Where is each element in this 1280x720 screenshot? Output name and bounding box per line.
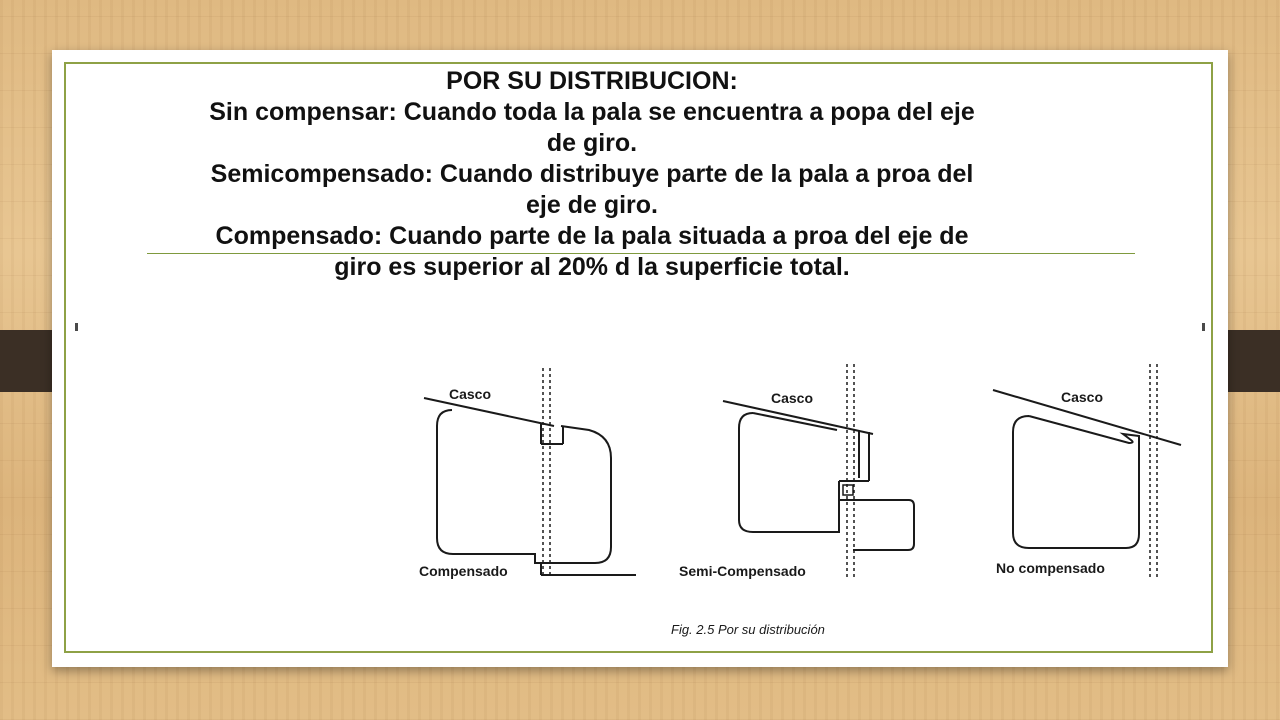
text-line-5: Compensado: Cuando parte de la pala situada a proa del eje de [215, 222, 969, 250]
slide-heading: POR SU DISTRIBUCION: [446, 67, 738, 95]
rudder-diagram [341, 318, 1189, 648]
hull-label-2: Casco [771, 390, 814, 406]
hull-label-1: Casco [449, 386, 492, 402]
frame-pin-right [1202, 323, 1205, 331]
rudder-label-semicompensado: Semi-Compensado [679, 563, 806, 579]
figure-caption: Fig. 2.5 Por su distribución [671, 622, 825, 637]
hull-label-3: Casco [1061, 389, 1104, 405]
text-line-3: Semicompensado: Cuando distribuye parte de la pala a proa del [210, 160, 974, 188]
slide-card [52, 50, 1228, 667]
text-line-2: de giro. [546, 129, 638, 157]
rudder-figure [341, 318, 1189, 648]
text-line-6: giro es superior al 20% d la superficie total. [334, 253, 850, 281]
text-line-1: Sin compensar: Cuando toda la pala se encuentra a popa del eje [209, 98, 975, 126]
frame-pin-left [75, 323, 78, 331]
text-line-4: eje de giro. [526, 191, 658, 219]
rudder-label-nocompensado: No compensado [996, 560, 1105, 576]
divider-line [147, 253, 1135, 254]
rudder-label-compensado: Compensado [419, 563, 508, 579]
slide-text [92, 66, 1092, 283]
